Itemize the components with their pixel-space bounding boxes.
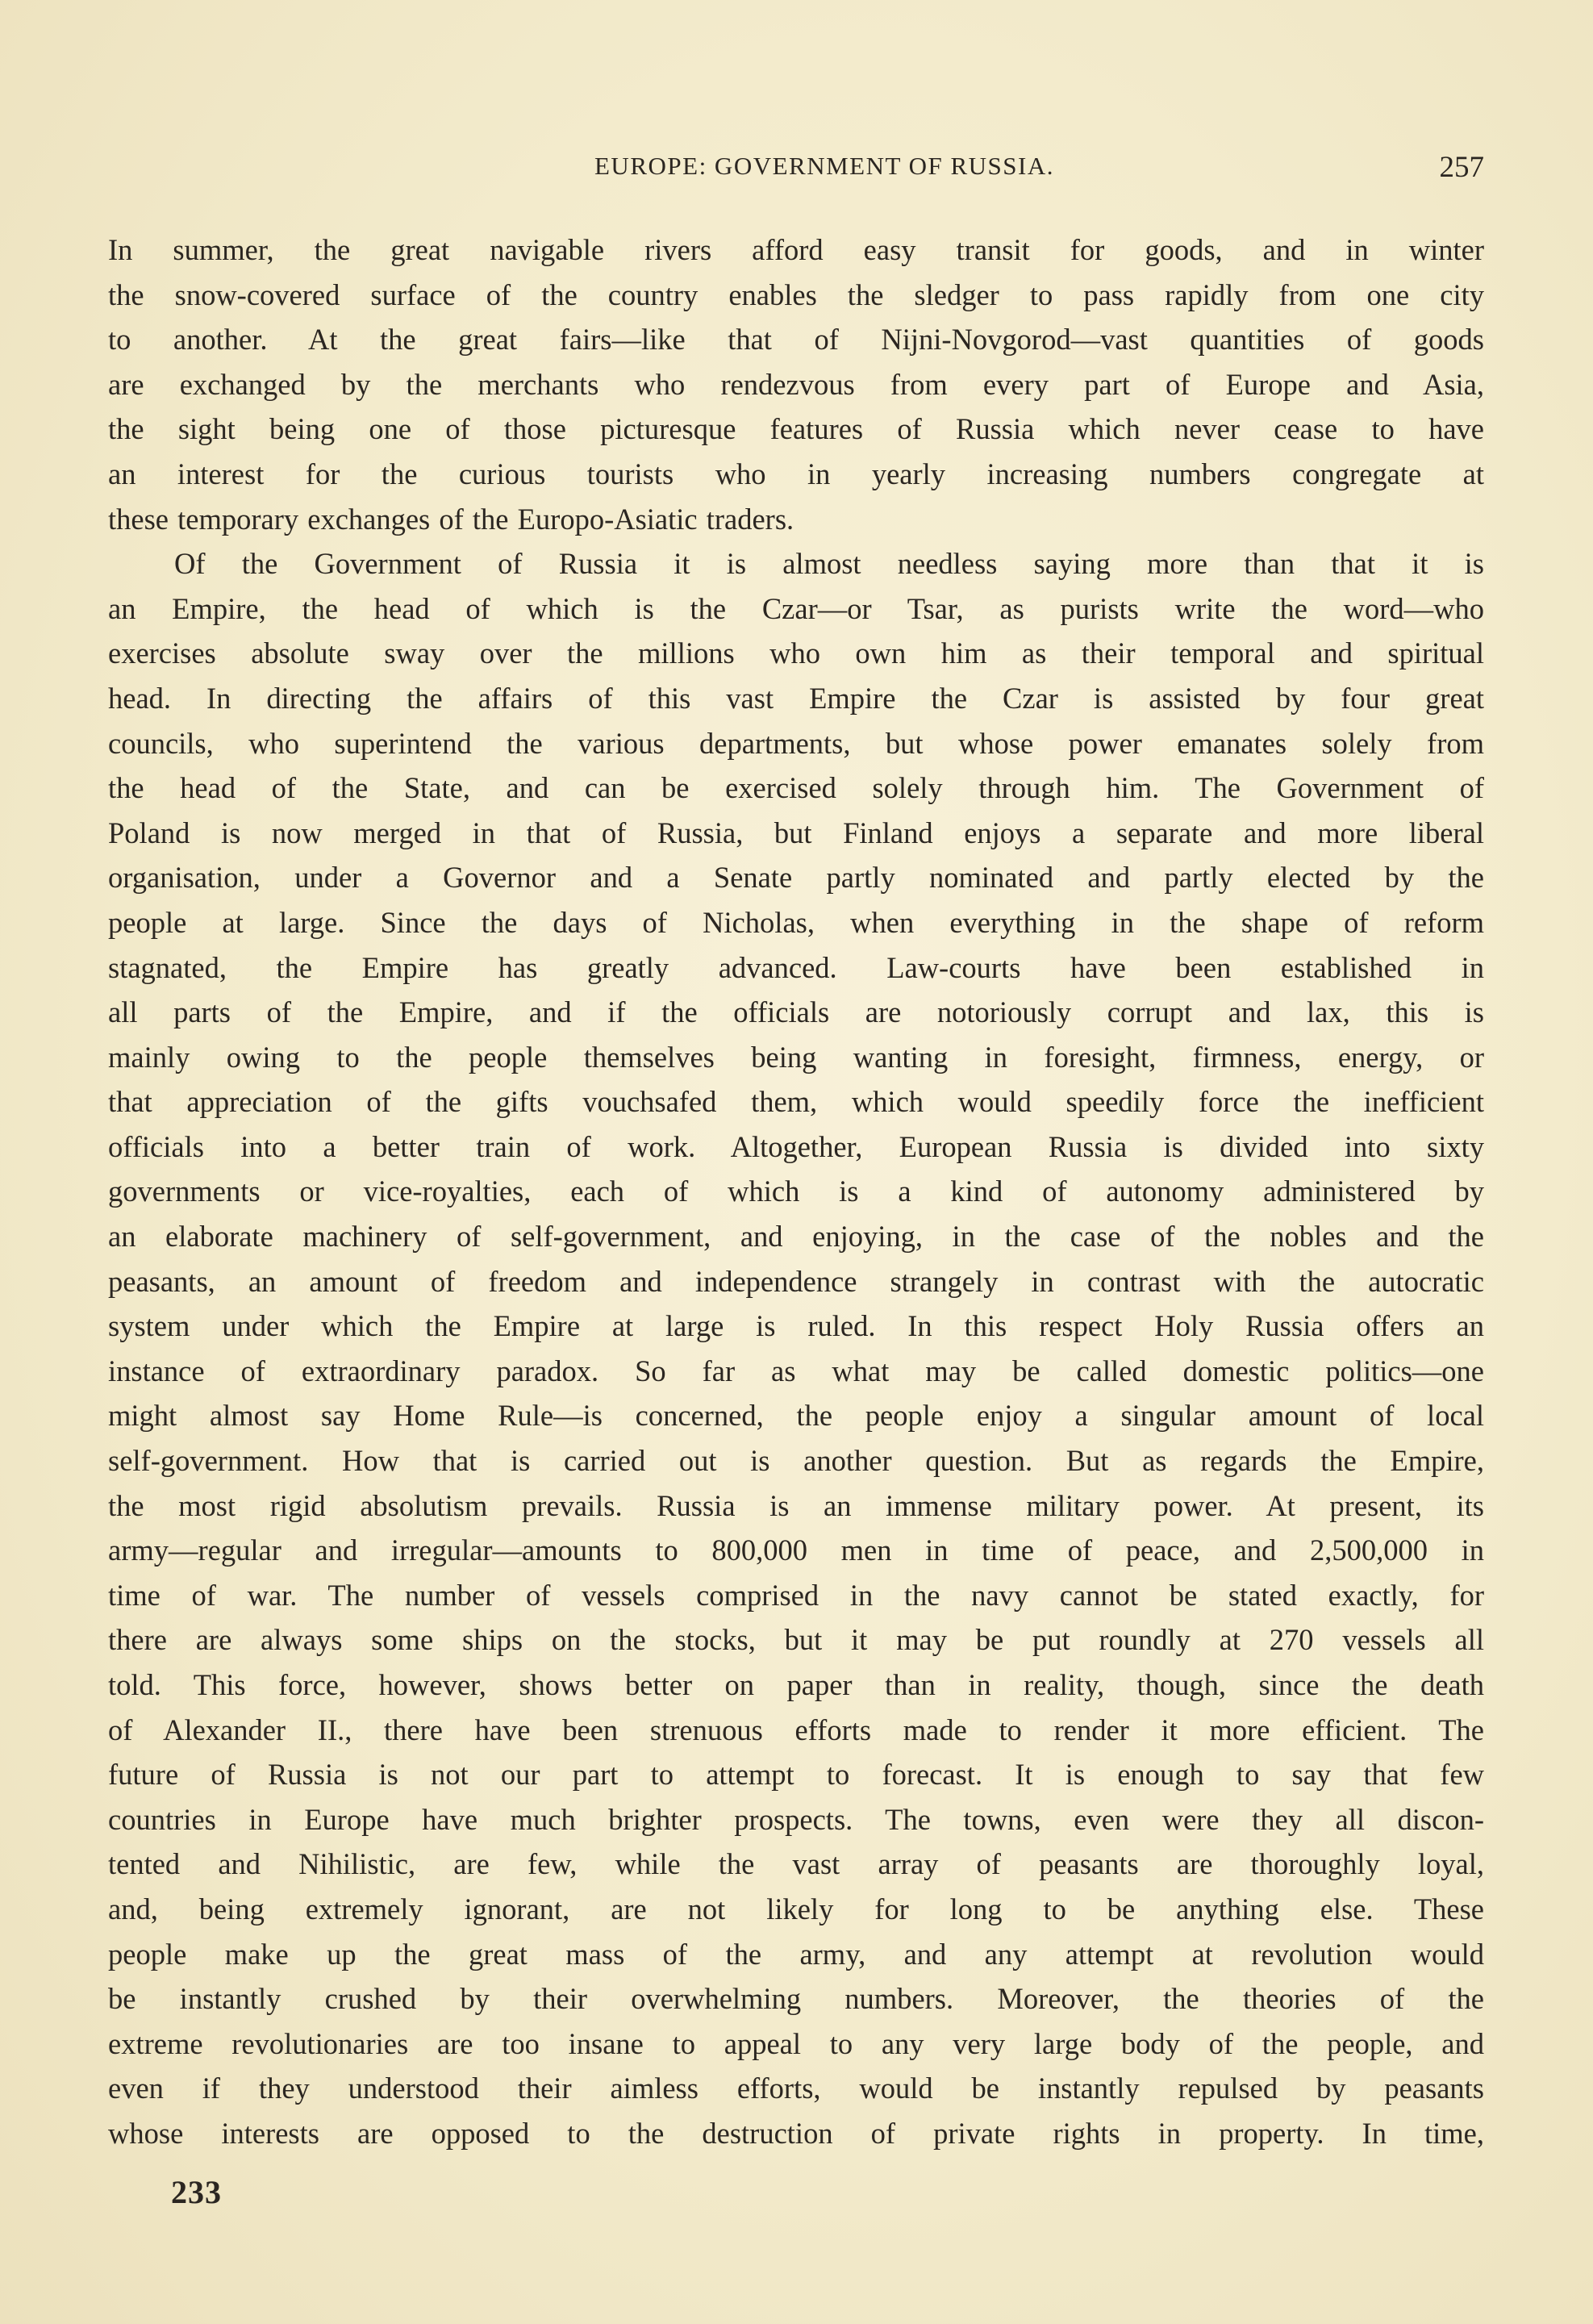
text-line: be instantly crushed by their overwhelming numbers. Moreover, the theories of the (108, 1982, 1484, 2016)
text-line: Of the Government of Russia it is almost needless saying more than that it is (174, 547, 1484, 581)
text-line: people at large. Since the days of Nicholas, when everything in the shape of reform (108, 905, 1484, 939)
running-head (108, 152, 1484, 192)
text-line: even if they understood their aimless efforts, would be instantly repulsed by peasants (108, 2072, 1484, 2105)
text-line: and, being extremely ignorant, are not likely for long to be anything else. These (108, 1892, 1484, 1926)
text-line: people make up the great mass of the army, and any attempt at revolution would (108, 1937, 1484, 1971)
text-line: stagnated, the Empire has greatly advanced. Law-courts have been established in (108, 950, 1484, 984)
text-line: time of war. The number of vessels comprised in the navy cannot be stated exactly, for (108, 1578, 1484, 1612)
text-line: countries in Europe have much brighter prospects. The towns, even were they all discon- (108, 1802, 1484, 1836)
text-line: the most rigid absolutism prevails. Russia is an immense military power. At present, its (108, 1488, 1484, 1522)
text-line: that appreciation of the gifts vouchsafed them, which would speedily force the inefficient (108, 1085, 1484, 1119)
text-line: an Empire, the head of which is the Czar—or Tsar, as purists write the word—who (108, 591, 1484, 625)
text-line: instance of extraordinary paradox. So far as what may be called domestic politics—one (108, 1354, 1484, 1387)
text-line: future of Russia is not our part to attempt to forecast. It is enough to say that few (108, 1758, 1484, 1792)
page-number: 257 (1439, 151, 1484, 184)
text-line: to another. At the great fairs—like that of Nijni-Novgorod—vast quantities of goods (108, 323, 1484, 357)
running-title: EUROPE: GOVERNMENT OF RUSSIA. (594, 152, 1054, 180)
text-line: army—regular and irregular—amounts to 800,000 men in time of peace, and 2,500,000 in (108, 1533, 1484, 1567)
text-line: Poland is now merged in that of Russia, but Finland enjoys a separate and more liberal (108, 816, 1484, 849)
text-line: mainly owing to the people themselves being wanting in foresight, firmness, energy, or (108, 1040, 1484, 1074)
text-line: In summer, the great navigable rivers afford easy transit for goods, and in winter (108, 233, 1484, 266)
text-line: councils, who superintend the various departments, but whose power emanates solely from (108, 726, 1484, 760)
text-line: of Alexander II., there have been strenuous efforts made to render it more efficient. The (108, 1713, 1484, 1746)
text-line: tented and Nihilistic, are few, while the vast array of peasants are thoroughly loyal, (108, 1847, 1484, 1881)
text-line: the head of the State, and can be exercised solely through him. The Government of (108, 771, 1484, 805)
text-line: governments or vice-royalties, each of which is a kind of autonomy administered by (108, 1175, 1484, 1208)
paragraph (108, 227, 1484, 541)
text-line: self-government. How that is carried out is another question. But as regards the Empire, (108, 1444, 1484, 1478)
text-line: the sight being one of those picturesque features of Russia which never cease to have (108, 412, 1484, 446)
text-line: might almost say Home Rule—is concerned, the people enjoy a singular amount of local (108, 1399, 1484, 1433)
text-line: exercises absolute sway over the millions who own him as their temporal and spiritual (108, 636, 1484, 670)
text-line: told. This force, however, shows better on paper than in reality, though, since the death (108, 1668, 1484, 1701)
text-line: head. In directing the affairs of this vast Empire the Czar is assisted by four great (108, 681, 1484, 715)
text-line: extreme revolutionaries are too insane to appeal to any very large body of the people, and (108, 2026, 1484, 2060)
text-line: peasants, an amount of freedom and independence strangely in contrast with the autocratic (108, 1264, 1484, 1298)
text-line: system under which the Empire at large is ruled. In this respect Holy Russia offers an (108, 1309, 1484, 1343)
text-line: there are always some ships on the stocks, but it may be put roundly at 270 vessels all (108, 1623, 1484, 1657)
text-line: these temporary exchanges of the Europo-Asiatic traders. (108, 502, 794, 536)
text-line: all parts of the Empire, and if the officials are notoriously corrupt and lax, this is (108, 995, 1484, 1029)
signature-mark: 233 (171, 2174, 222, 2210)
text-line: are exchanged by the merchants who rendezvous from every part of Europe and Asia, (108, 367, 1484, 401)
text-line: an elaborate machinery of self-government, and enjoying, in the case of the nobles and the (108, 1220, 1484, 1254)
text-line: officials into a better train of work. Altogether, European Russia is divided into sixty (108, 1129, 1484, 1163)
text-line: the snow-covered surface of the country enables the sledger to pass rapidly from one city (108, 277, 1484, 311)
text-line: whose interests are opposed to the destruction of private rights in property. In time, (108, 2116, 1484, 2150)
body-text (108, 227, 1484, 2156)
text-line: an interest for the curious tourists who in yearly increasing numbers congregate at (108, 457, 1484, 490)
paragraph (108, 541, 1484, 2155)
text-line: organisation, under a Governor and a Senate partly nominated and partly elected by the (108, 861, 1484, 895)
